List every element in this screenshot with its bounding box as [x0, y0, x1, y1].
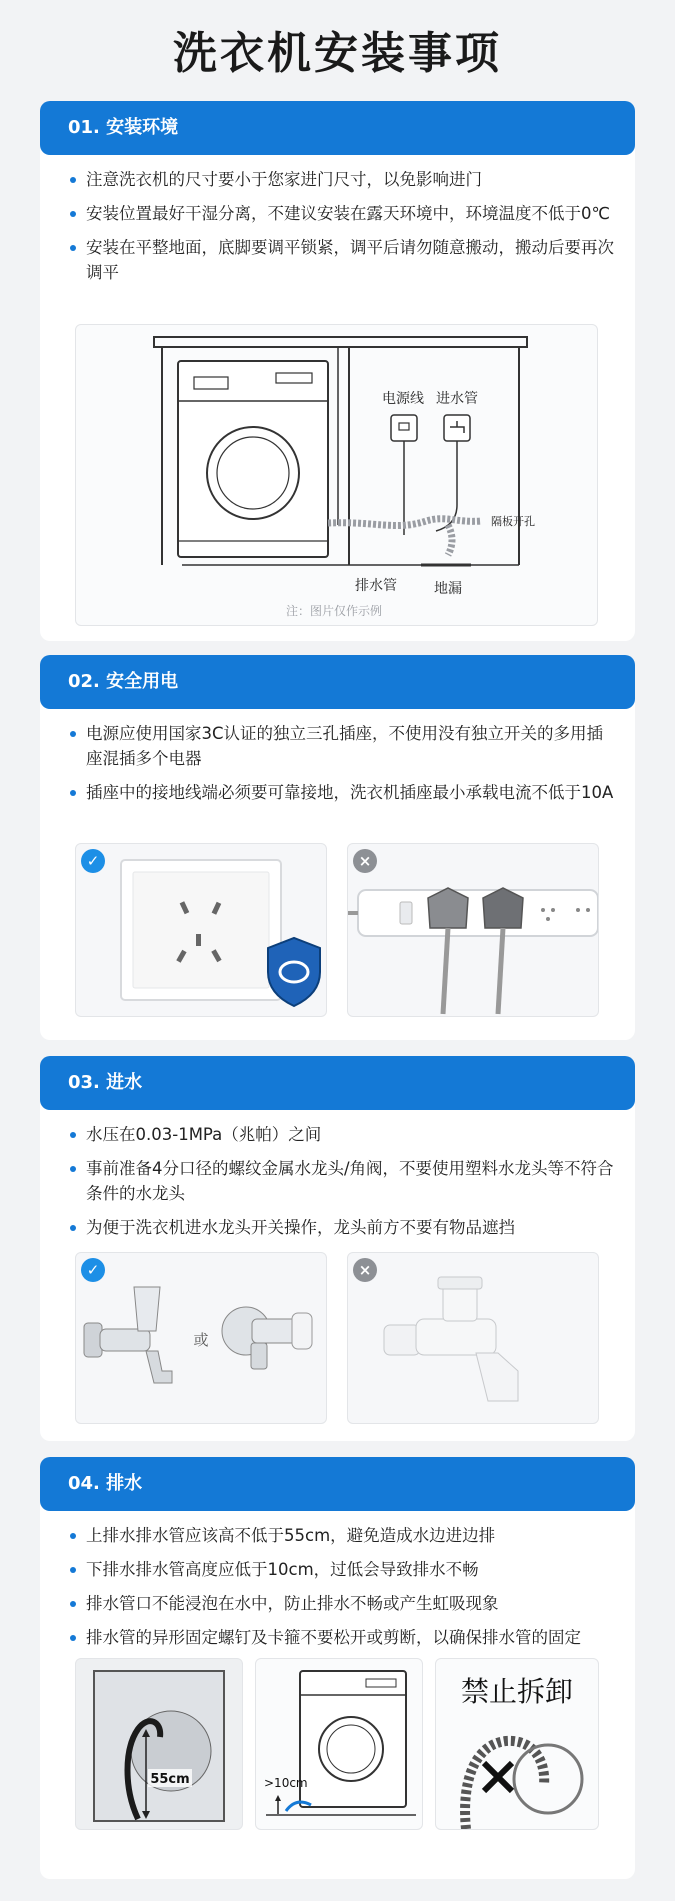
bullet-list [40, 1511, 635, 1650]
bullet-list [40, 1110, 635, 1240]
list-item: 事前准备4分口径的螺纹金属水龙头/角阀，不要使用塑料水龙头等不符合条件的水龙头 [74, 1156, 617, 1206]
power-strip-icon [358, 890, 598, 936]
image-note: 注：图片仅作示例 [285, 604, 383, 618]
countertop [154, 337, 527, 347]
section-drainage [40, 1457, 635, 1879]
bullet-list [40, 155, 635, 285]
section-header: 04. 排水 [40, 1457, 635, 1511]
list-item: 安装在平整地面，底脚要调平锁紧，调平后请勿随意搬动，搬动后要再次调平 [74, 235, 617, 285]
correct-check-icon: ✓ [81, 1258, 105, 1282]
height-10-label: >10cm [264, 1776, 308, 1790]
plastic-faucet-icon [384, 1277, 518, 1401]
section-water-inlet [40, 1056, 635, 1441]
floor-drain-label: 地漏 [434, 581, 462, 597]
no-disassembly-image [435, 1658, 599, 1830]
correct-check-icon: ✓ [81, 849, 105, 873]
list-item: 电源应使用国家3C认证的独立三孔插座，不使用没有独立开关的多用插座混插多个电器 [74, 721, 617, 771]
upper-drain-height-image [75, 1658, 243, 1830]
height-55-label: 55cm [150, 1772, 190, 1787]
water-inlet-label: 进水管 [436, 391, 478, 407]
metal-faucet-image [75, 1252, 327, 1424]
no-remove-label: 禁止拆卸 [460, 1675, 574, 1708]
page-title: 洗衣机安装事项 [173, 28, 502, 79]
plastic-faucet-image [347, 1252, 599, 1424]
power-socket-icon [391, 415, 417, 441]
washing-machine-icon [300, 1671, 406, 1807]
metal-faucet-icon [84, 1287, 172, 1383]
section-electrical-safety [40, 655, 635, 1040]
list-item: 为便于洗衣机进水龙头开关操作，龙头前方不要有物品遮挡 [74, 1215, 617, 1240]
or-label: 或 [193, 1331, 209, 1349]
incorrect-cross-icon: × [353, 1258, 377, 1282]
list-item: 水压在0.03-1MPa（兆帕）之间 [74, 1122, 617, 1147]
list-item: 排水管口不能浸泡在水中，防止排水不畅或产生虹吸现象 [74, 1591, 617, 1616]
partition-hole-label: 隔板开孔 [491, 515, 535, 528]
list-item: 安装位置最好干湿分离，不建议安装在露天环境中，环境温度不低于0℃ [74, 201, 617, 226]
correct-socket-image [75, 843, 327, 1017]
washing-machine-icon [178, 361, 328, 557]
list-item: 下排水排水管高度应低于10cm，过低会导致排水不畅 [74, 1557, 617, 1582]
section-header: 03. 进水 [40, 1056, 635, 1110]
bullet-list [40, 709, 635, 805]
list-item: 插座中的接地线端必须要可靠接地，洗衣机插座最小承载电流不低于10A [74, 780, 617, 805]
drain-pipe-label: 排水管 [355, 578, 397, 594]
washer-back-icon [94, 1671, 224, 1821]
list-item: 上排水排水管应该高不低于55cm，避免造成水边进边排 [74, 1523, 617, 1548]
section-header: 02. 安全用电 [40, 655, 635, 709]
angle-valve-icon [222, 1307, 312, 1369]
incorrect-power-strip-image [347, 843, 599, 1017]
incorrect-cross-icon: × [353, 849, 377, 873]
section-header: 01. 安装环境 [40, 101, 635, 155]
section-install-environment [40, 101, 635, 641]
list-item: 注意洗衣机的尺寸要小于您家进门尺寸，以免影响进门 [74, 167, 617, 192]
installation-diagram [75, 324, 598, 626]
lower-drain-height-image [255, 1658, 423, 1830]
power-cord-label: 电源线 [382, 391, 424, 407]
list-item: 排水管的异形固定螺钉及卡箍不要松开或剪断，以确保排水管的固定 [74, 1625, 617, 1650]
water-faucet-icon [444, 415, 470, 441]
prohibited-cross-icon [484, 1763, 512, 1791]
